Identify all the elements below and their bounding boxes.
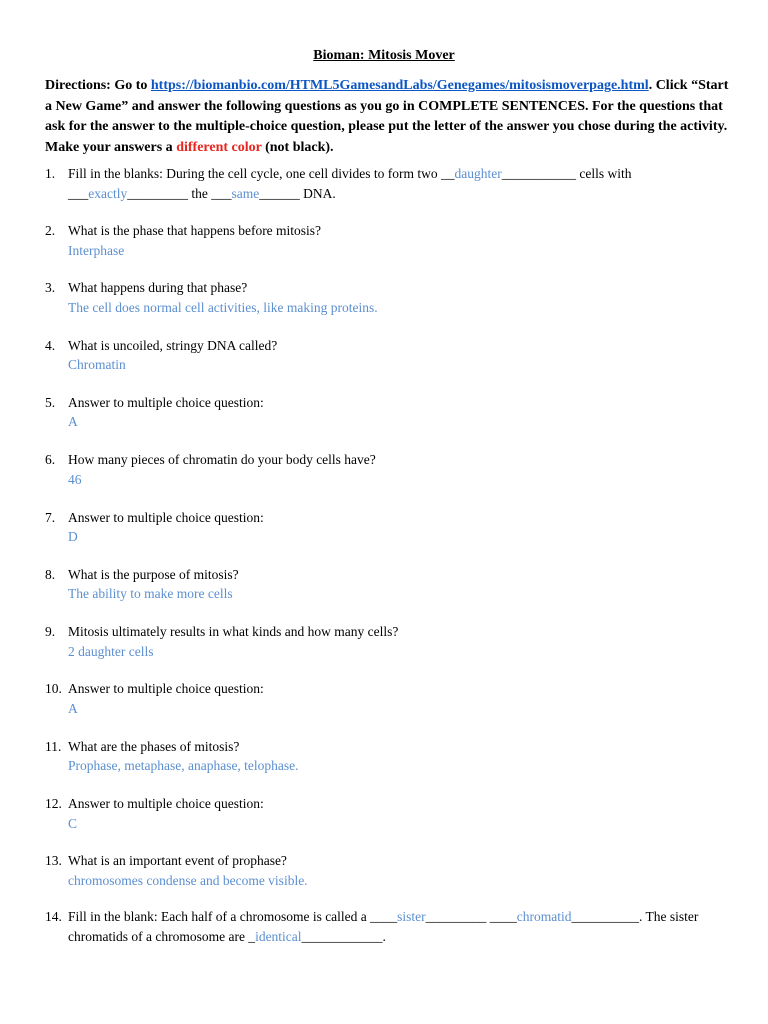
list-item: [45, 679, 735, 718]
directions-label: Directions: Go to: [45, 78, 148, 93]
q1-answer-2: exactly: [88, 185, 128, 201]
answer-text: The ability to make more cells: [68, 586, 233, 602]
list-item: [45, 278, 735, 317]
game-link[interactable]: https://biomanbio.com/HTML5GamesandLabs/Genegames/mitosismoverpage.html: [150, 78, 649, 93]
q14-text-e: ____________.: [301, 928, 386, 944]
question-number: 1.: [45, 166, 56, 181]
answer-text: Prophase, metaphase, anaphase, telophase.: [68, 758, 299, 774]
question-number: 5.: [45, 394, 56, 410]
answer-text: chromosomes condense and become visible.: [68, 872, 308, 888]
question-text: Answer to multiple choice question:: [68, 681, 264, 697]
directions-tail: (not black).: [265, 139, 334, 155]
question-text: What is an important event of prophase?: [68, 853, 287, 869]
answer-text: The cell does normal cell activities, like making proteins.: [68, 299, 378, 315]
question-text: What is uncoiled, stringy DNA called?: [68, 337, 278, 353]
question-number: 11.: [45, 738, 62, 754]
answer-text: C: [68, 815, 78, 831]
q1-text-d: _________ the ___: [127, 185, 232, 201]
question-number: 3.: [45, 280, 56, 296]
directions-period: .: [648, 78, 653, 93]
question-text: Answer to multiple choice question:: [68, 394, 264, 410]
q14-answer-3: identical: [255, 928, 302, 944]
answer-text: Chromatin: [68, 357, 126, 373]
question-1: [45, 164, 735, 203]
question-number: 4.: [45, 337, 56, 353]
q1-text-a: Fill in the blanks: During the cell cycle, one cell divides to form two __: [68, 166, 455, 181]
q14-text-a: Fill in the blank: Each half of a chromosome is called a ____: [68, 909, 398, 924]
answer-text: 2 daughter cells: [68, 643, 154, 659]
list-item: [45, 393, 735, 432]
page-title: Bioman: Mitosis Mover: [313, 48, 455, 63]
question-text: Answer to multiple choice question:: [68, 509, 264, 525]
list-item: [45, 794, 735, 833]
question-number: 10.: [45, 681, 62, 697]
answer-text: A: [68, 414, 78, 430]
question-14: [45, 907, 735, 946]
question-number: 6.: [45, 452, 56, 468]
question-number: 9.: [45, 624, 56, 640]
q14-text-d: __________. The sister chromatids of a chromosome are _: [68, 909, 699, 944]
question-text: What are the phases of mitosis?: [68, 738, 240, 754]
question-text: What happens during that phase?: [68, 280, 248, 296]
question-text: Mitosis ultimately results in what kinds and how many cells?: [68, 624, 399, 640]
question-number: 7.: [45, 509, 56, 525]
answer-text: 46: [68, 471, 82, 487]
question-number: 8.: [45, 566, 56, 582]
answer-text: A: [68, 700, 78, 716]
q1-text-e: ______ DNA.: [259, 185, 336, 201]
question-number: 2.: [45, 223, 56, 238]
question-number: 14.: [45, 909, 62, 924]
q14-answer-2: chromatid: [516, 909, 572, 924]
question-number: 12.: [45, 796, 62, 811]
question-text: How many pieces of chromatin do your body cells have?: [68, 452, 376, 468]
q14-answer-1: sister: [397, 909, 426, 924]
list-item: [45, 336, 735, 375]
q1-answer-3: same: [231, 185, 260, 201]
list-item: [45, 565, 735, 604]
q14-text-c: _________ ____: [425, 909, 517, 924]
list-item: [45, 851, 735, 890]
q1-text-c: ___________ cells with ___: [68, 166, 632, 201]
q1-answer-1: daughter: [454, 166, 502, 181]
question-number: 13.: [45, 853, 62, 869]
list-item: [45, 221, 735, 260]
question-text: What is the purpose of mitosis?: [68, 566, 239, 582]
answer-text: D: [68, 529, 78, 544]
list-item: [45, 737, 735, 776]
answer-text: Interphase: [68, 242, 125, 258]
different-color-highlight: different color: [176, 139, 262, 155]
question-text: What is the phase that happens before mitosis?: [68, 223, 322, 238]
list-item: [45, 450, 735, 489]
list-item: [45, 508, 735, 547]
directions: [45, 76, 730, 158]
directions-text: Click “Start a New Game” and answer the following questions as you go in COMPLETE SENTENCES. For the questions that ask for the answer to the multiple-choice question, please put the letter of the answer you chose during the activity. Make your answers a: [45, 78, 729, 155]
list-item: [45, 622, 735, 661]
question-text: Answer to multiple choice question:: [68, 796, 264, 811]
